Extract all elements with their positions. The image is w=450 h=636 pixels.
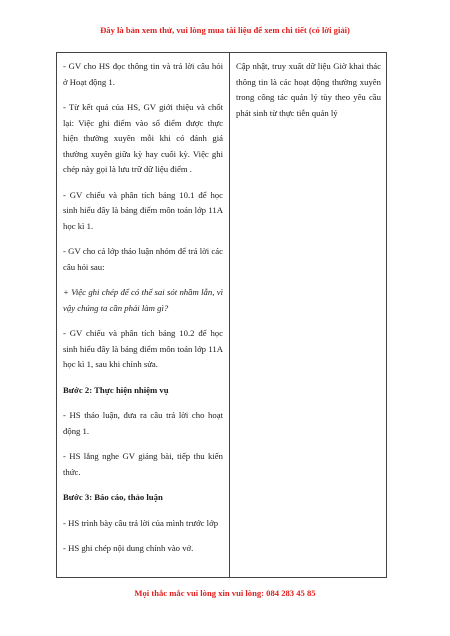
paragraph: - GV chiếu và phân tích bảng 10.1 để học sinh hiểu đây là bảng điểm môn toán lớp 11A học kì 1. xyxy=(63,189,223,231)
paragraph: - GV chiếu và phân tích bảng 10.2 để học sinh hiểu đây là bảng điểm môn toán lớp 11A học kì 1, sau khi chỉnh sửa. xyxy=(63,328,223,369)
paragraph: - HS lắng nghe GV giảng bài, tiếp thu kiến thức. xyxy=(63,451,223,477)
lesson-table xyxy=(56,52,387,578)
paragraph: - HS thảo luận, đưa ra câu trả lời cho hoạt động 1. xyxy=(63,410,223,436)
paragraph: - HS trình bày câu trả lời của mình trước lớp xyxy=(63,517,219,528)
paragraph: - GV cho HS đọc thông tin và trả lời câu hỏi ở Hoạt động 1. xyxy=(63,61,223,87)
paragraph: Cập nhật, truy xuất dữ liệu Giờ khai thác thông tin là các hoạt động thường xuyên trong công tác quản lý tùy theo yêu cầu phát sinh từ thực tiễn quản lý xyxy=(236,61,381,118)
discussion-question: + Việc ghi chép để có thể sai sót nhầm lẫn, vì vậy chúng ta cần phải làm gì? xyxy=(63,287,223,313)
step-heading: Bước 3: Báo cáo, thảo luận xyxy=(63,492,163,502)
contact-notice-banner: Mọi thắc mắc vui lòng xin vui lòng: 084 283 45 85 xyxy=(134,588,316,598)
teacher-student-activities-column xyxy=(57,53,230,577)
preview-notice-banner: Đây là bản xem thử, vui lòng mua tài liệu để xem chi tiết (có lời giải) xyxy=(100,25,350,35)
paragraph: - GV cho cả lớp thảo luận nhóm để trả lời các câu hỏi sau: xyxy=(63,246,223,272)
paragraph: - Từ kết quả của HS, GV giới thiệu và chốt lại: Việc ghi điểm vào sổ điểm được thực hiện thường xuyên mỗi khi có đánh giá thường xuyên giữa kỳ hay cuối kỳ. Việc ghi chép này gọi là lưu trữ dữ liệu điểm . xyxy=(63,102,223,174)
step-heading: Bước 2: Thực hiện nhiệm vụ xyxy=(63,384,169,395)
expected-outcome-column xyxy=(230,53,386,577)
paragraph: - HS ghi chép nội dung chính vào vở. xyxy=(63,543,194,553)
